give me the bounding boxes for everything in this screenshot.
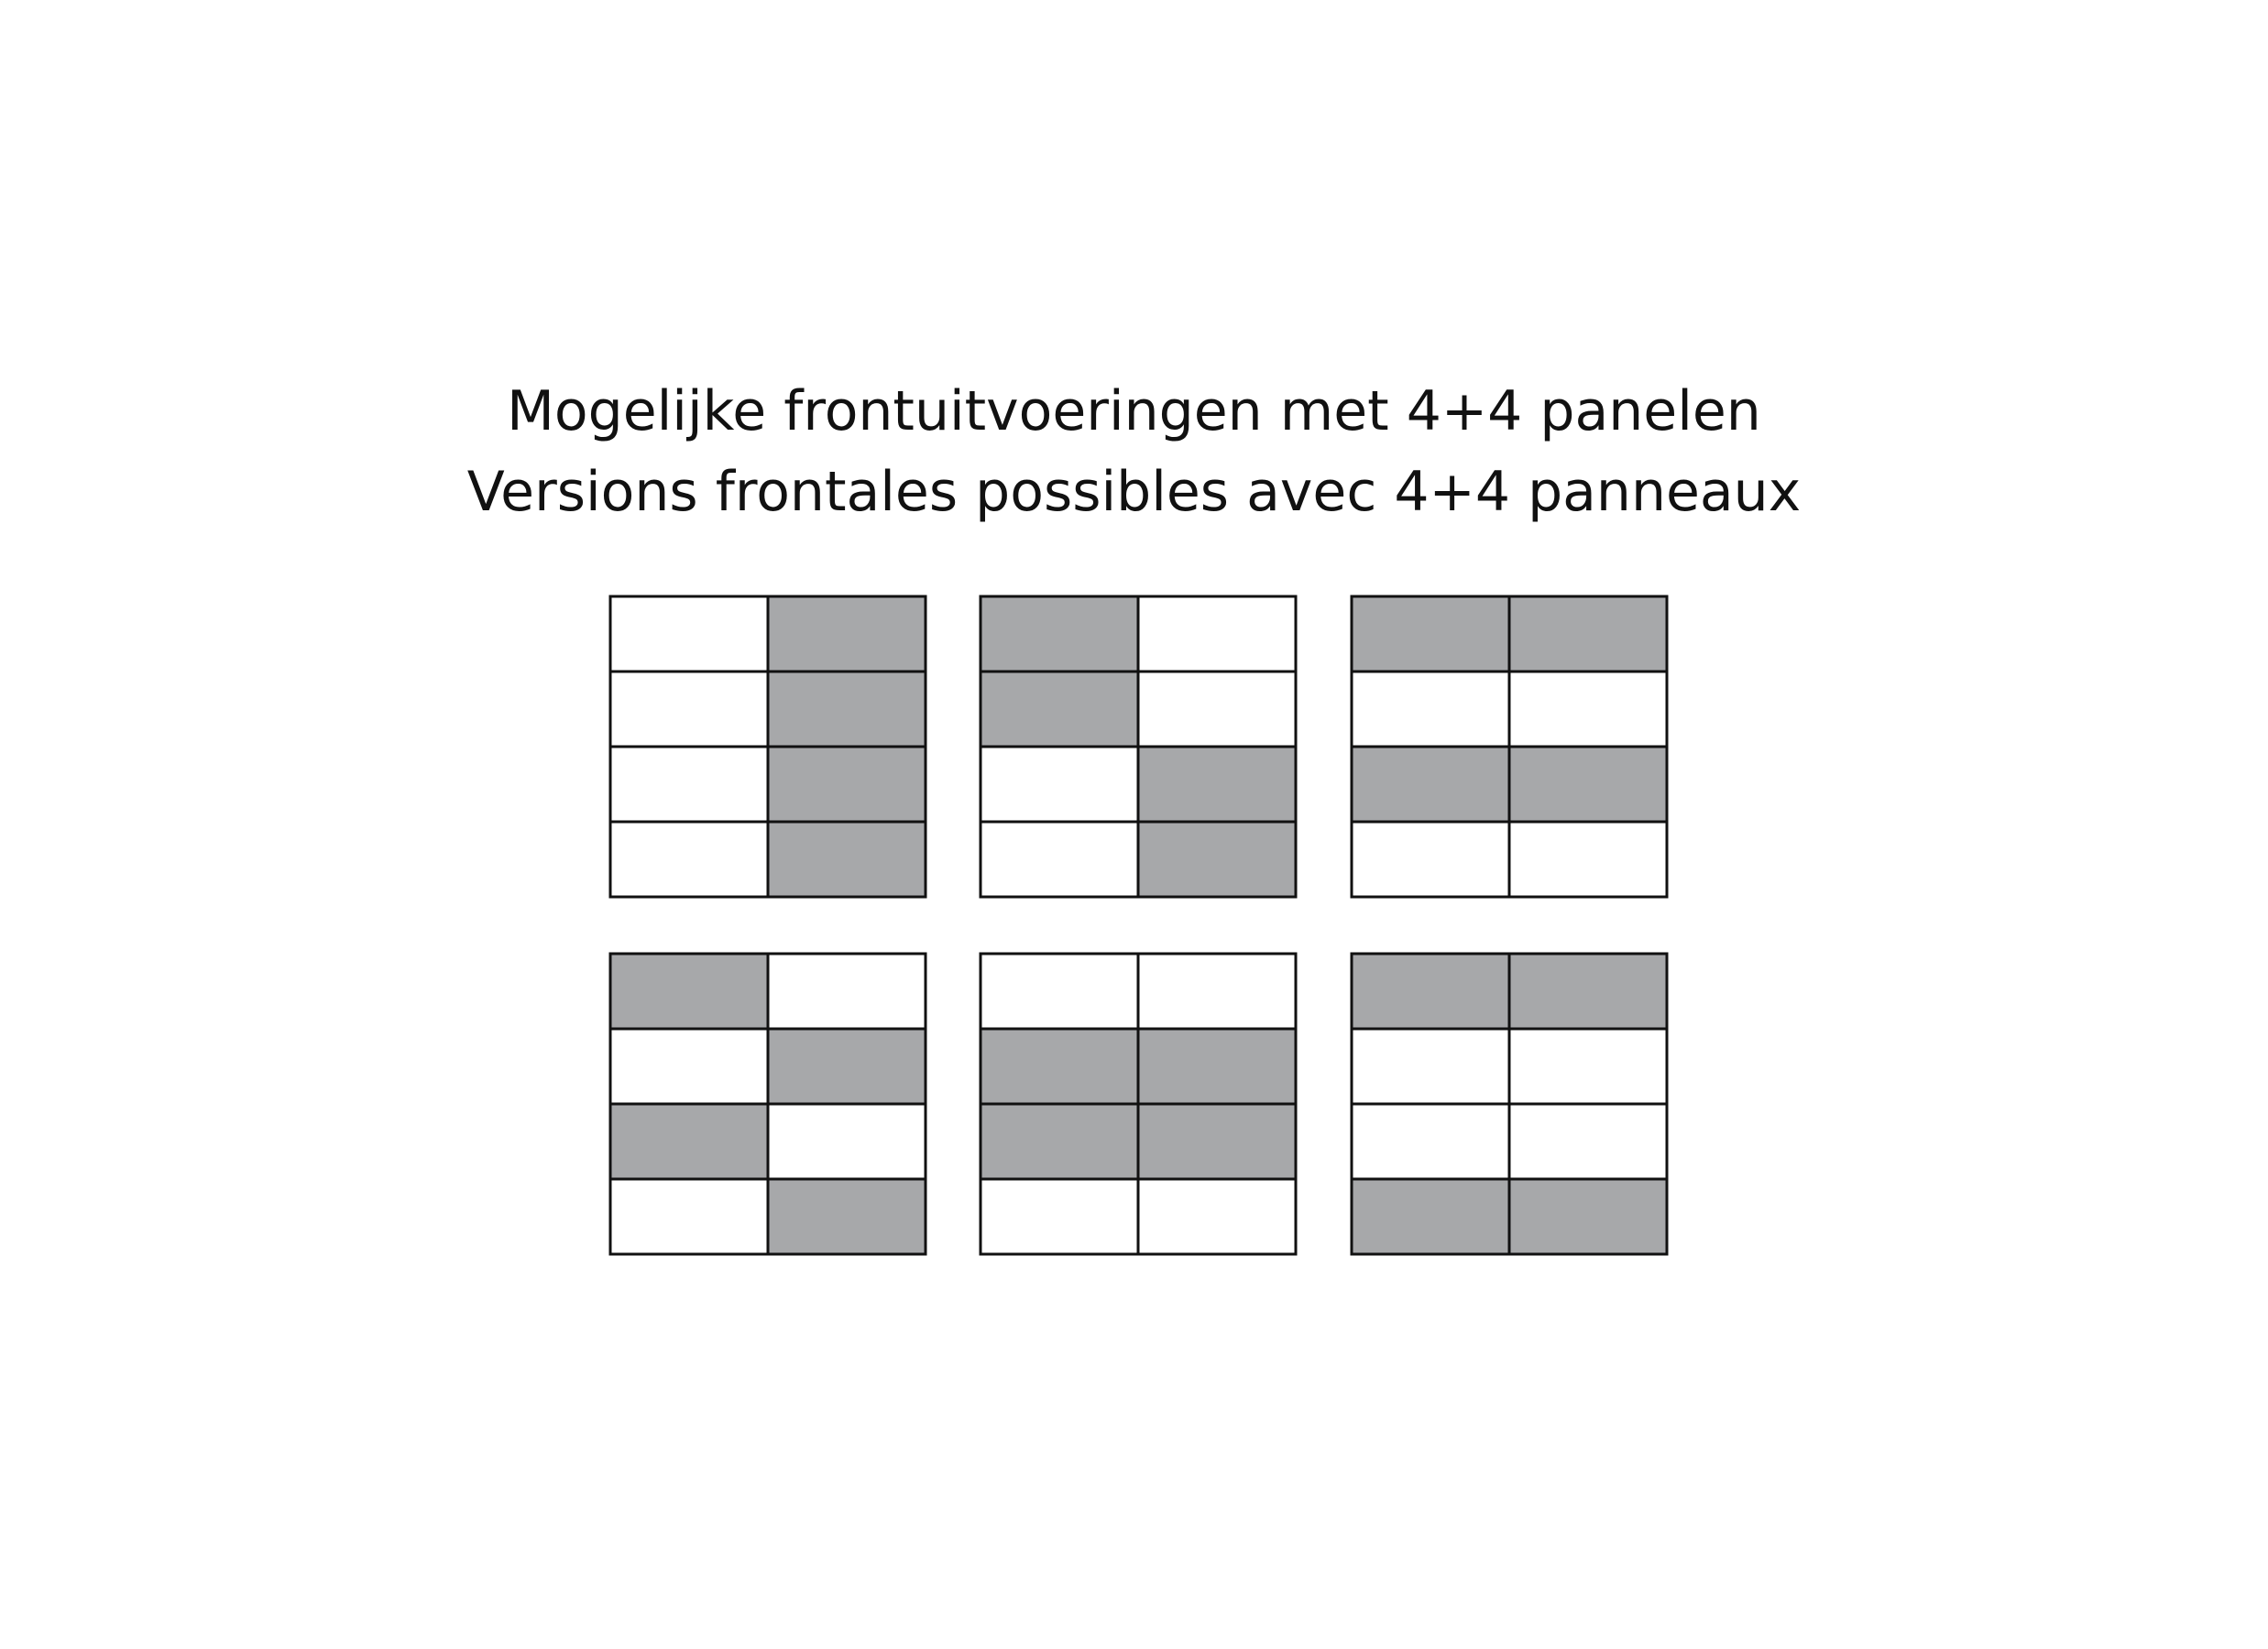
panel-filled-r1-c2 <box>1509 954 1667 1029</box>
panel-filled-r3-c2 <box>1138 1104 1296 1179</box>
title-french: Versions frontales possibles avec 4+4 panneaux <box>466 460 1802 524</box>
panel-filled-r1-c1 <box>1352 954 1509 1029</box>
panel-empty-r3-c1 <box>1352 1104 1509 1179</box>
panel-empty-r2-c2 <box>1138 672 1296 747</box>
panel-filled-r3-c2 <box>1138 747 1296 822</box>
panel-filled-r2-c2 <box>1138 1029 1296 1104</box>
panel-filled-r1-c1 <box>981 596 1138 672</box>
panel-filled-r2-c2 <box>768 672 926 747</box>
panel-empty-r1-c2 <box>768 954 926 1029</box>
panel-empty-r2-c1 <box>610 672 768 747</box>
panel-empty-r4-c1 <box>610 822 768 897</box>
panel-empty-r4-c2 <box>1509 822 1667 897</box>
panel-filled-r4-c2 <box>1509 1179 1667 1254</box>
panel-filled-r3-c1 <box>981 1104 1138 1179</box>
panel-empty-r1-c1 <box>981 954 1138 1029</box>
panel-filled-r3-c1 <box>610 1104 768 1179</box>
panel-filled-r3-c1 <box>1352 747 1509 822</box>
panel-empty-r1-c1 <box>610 596 768 672</box>
panel-filled-r2-c2 <box>768 1029 926 1104</box>
panel-filled-r3-c2 <box>1509 747 1667 822</box>
panel-empty-r4-c1 <box>981 1179 1138 1254</box>
panel-empty-r3-c1 <box>981 747 1138 822</box>
panel-filled-r1-c1 <box>1352 596 1509 672</box>
panel-filled-r4-c2 <box>768 1179 926 1254</box>
panel-empty-r1-c2 <box>1138 954 1296 1029</box>
config-3 <box>1352 596 1667 897</box>
panel-filled-r2-c1 <box>981 672 1138 747</box>
panel-filled-r2-c1 <box>981 1029 1138 1104</box>
panel-empty-r4-c2 <box>1138 1179 1296 1254</box>
config-5 <box>981 954 1296 1254</box>
config-4 <box>610 954 926 1254</box>
title-dutch: Mogelijke frontuitvoeringen met 4+4 panelen <box>507 379 1761 443</box>
panel-filled-r4-c2 <box>768 822 926 897</box>
panel-empty-r2-c2 <box>1509 672 1667 747</box>
panel-empty-r2-c1 <box>610 1029 768 1104</box>
config-1 <box>610 596 926 897</box>
panel-empty-r3-c2 <box>768 1104 926 1179</box>
panel-filled-r4-c2 <box>1138 822 1296 897</box>
panel-empty-r3-c1 <box>610 747 768 822</box>
panel-filled-r1-c2 <box>768 596 926 672</box>
panel-empty-r4-c1 <box>610 1179 768 1254</box>
config-2 <box>981 596 1296 897</box>
panel-empty-r2-c1 <box>1352 1029 1509 1104</box>
panel-empty-r2-c1 <box>1352 672 1509 747</box>
panel-empty-r3-c2 <box>1509 1104 1667 1179</box>
panel-empty-r4-c1 <box>981 822 1138 897</box>
panel-empty-r1-c2 <box>1138 596 1296 672</box>
panel-filled-r1-c1 <box>610 954 768 1029</box>
config-6 <box>1352 954 1667 1254</box>
panel-empty-r4-c1 <box>1352 822 1509 897</box>
panel-empty-r2-c2 <box>1509 1029 1667 1104</box>
panel-filled-r1-c2 <box>1509 596 1667 672</box>
panel-filled-r3-c2 <box>768 747 926 822</box>
panel-filled-r4-c1 <box>1352 1179 1509 1254</box>
